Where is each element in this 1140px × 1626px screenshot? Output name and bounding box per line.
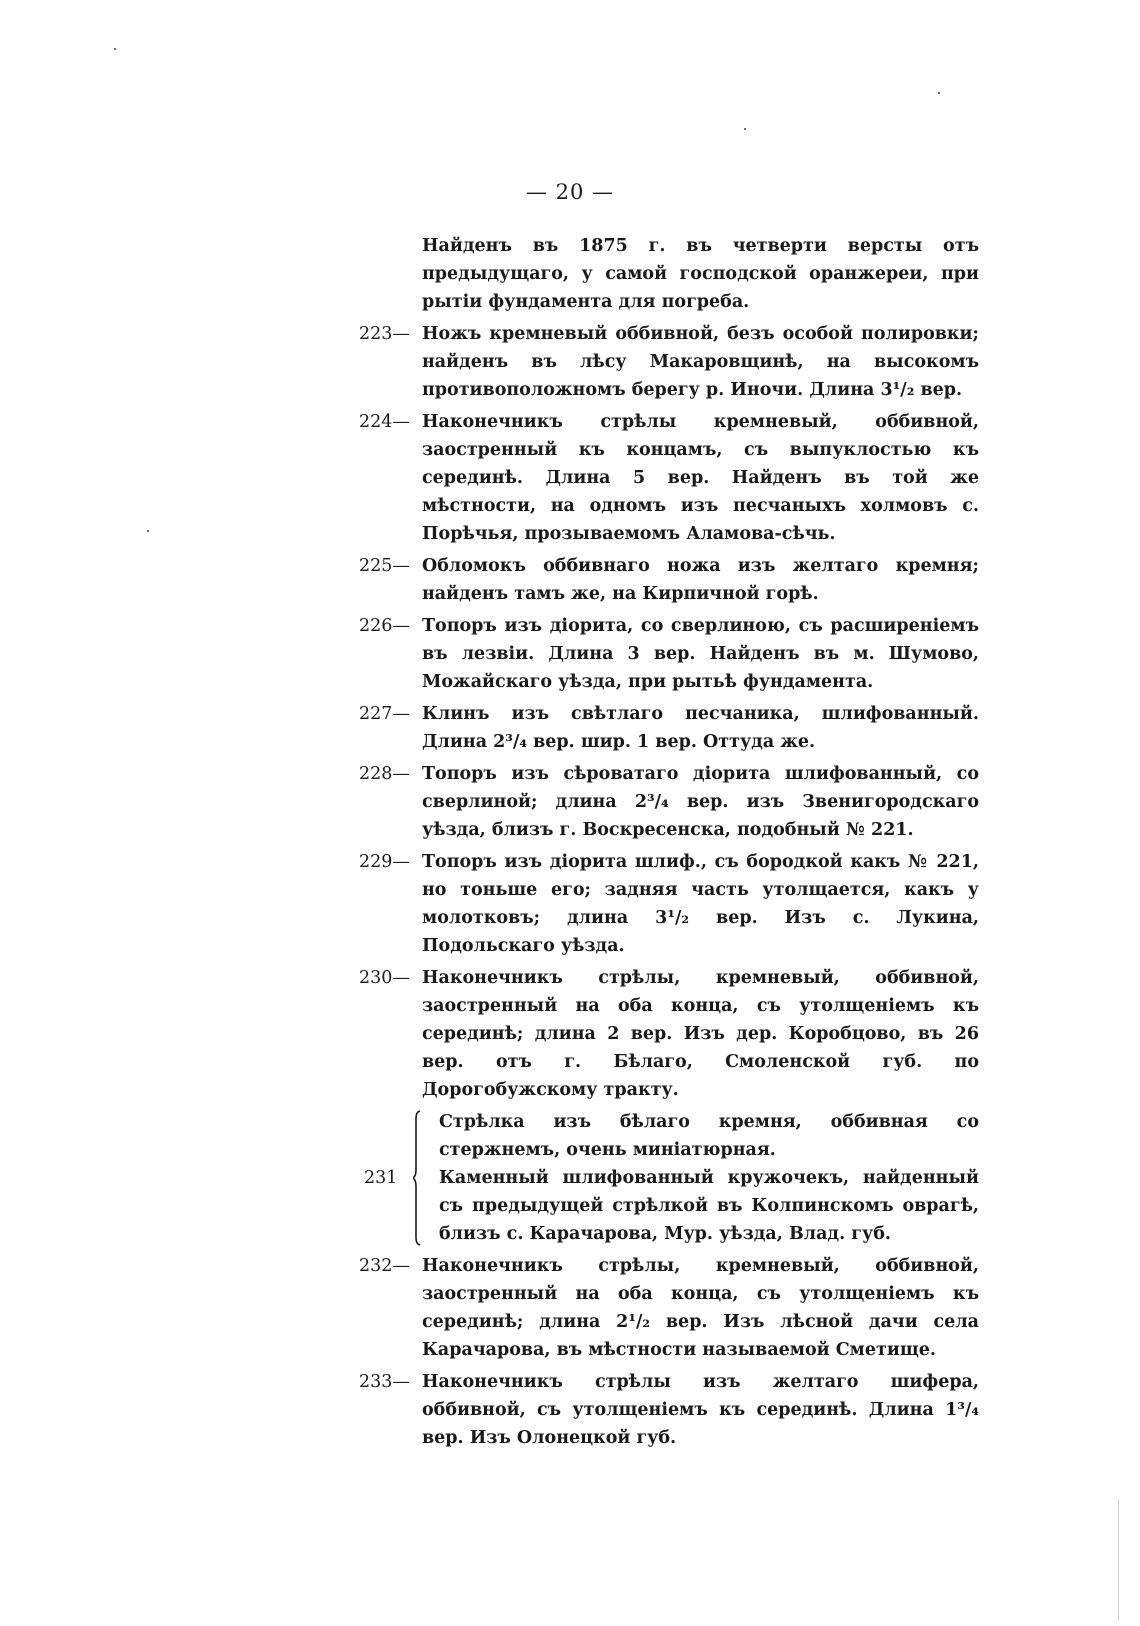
group-item: Стрѣлка изъ бѣлаго кремня, оббивная со стержнемъ, очень миніатюрная. bbox=[439, 1112, 979, 1160]
entry-text: Наконечникъ стрѣлы, кремневый, оббивной, заостренный на оба конца, съ утолщеніемъ къ серединѣ; длина 2¹/₂ вер. Изъ лѣсной дачи села Карачарова, въ мѣстности называемой Сметище. bbox=[422, 1256, 979, 1360]
entry-number: 229— bbox=[359, 852, 410, 872]
catalog-entry-226 bbox=[359, 612, 979, 696]
entry-text: Наконечникъ стрѣлы кремневый, оббивной, заостренный къ концамъ, съ выпуклостью къ серединѣ. Длина 5 вер. Найденъ въ той же мѣстности, на одномъ изъ песчаныхъ холмовъ с. Порѣчья, прозываемомъ Аламова-сѣчь. bbox=[422, 412, 979, 544]
scan-speck bbox=[147, 530, 149, 532]
catalog-entry-224 bbox=[359, 408, 979, 548]
entry-number: 230— bbox=[359, 968, 410, 988]
entry-text: Обломокъ оббивнаго ножа изъ желтаго кремня; найденъ тамъ же, на Кирпичной горѣ. bbox=[422, 556, 979, 604]
entry-text: Наконечникъ стрѣлы изъ желтаго шифера, оббивной, съ утолщеніемъ къ серединѣ. Длина 1³/₄ вер. Изъ Олонецкой губ. bbox=[422, 1372, 979, 1448]
entry-number: 232— bbox=[359, 1256, 410, 1276]
entry-number: 228— bbox=[359, 764, 410, 784]
entry-text: Топоръ изъ сѣроватаго діорита шлифованный, со сверлиной; длина 2³/₄ вер. изъ Звенигородскаго уѣзда, близъ г. Воскресенска, подобный № 221. bbox=[422, 764, 979, 840]
entry-number: 233— bbox=[359, 1372, 410, 1392]
page-number: — 20 — bbox=[525, 180, 615, 204]
catalog-entry-232 bbox=[359, 1252, 979, 1364]
entry-text: Топоръ изъ діорита, со сверлиною, съ расширеніемъ въ лезвіи. Длина 3 вер. Найденъ въ м. Шумово, Можайскаго уѣзда, при рытьѣ фундамента. bbox=[422, 616, 979, 692]
scan-speck bbox=[938, 92, 940, 94]
catalog-entry-231 bbox=[359, 1108, 979, 1248]
catalog-entry-227 bbox=[359, 700, 979, 756]
scan-speck bbox=[744, 128, 746, 130]
entry-text: Ножъ кремневый оббивной, безъ особой полировки; найденъ въ лѣсу Макаровщинѣ, на высокомъ противоположномъ берегу р. Иночи. Длина 3¹/₂ вер. bbox=[422, 324, 979, 400]
entry-number: 225— bbox=[359, 556, 410, 576]
catalog-entry-229 bbox=[359, 848, 979, 960]
catalog-entry-228 bbox=[359, 760, 979, 844]
catalog-entry-230 bbox=[359, 964, 979, 1104]
entry-text: Клинъ изъ свѣтлаго песчаника, шлифованный. Длина 2³/₄ вер. шир. 1 вер. Оттуда же. bbox=[422, 704, 979, 752]
scan-speck bbox=[114, 48, 116, 50]
intro-paragraph: Найденъ въ 1875 г. въ четверти версты отъ предыдущаго, у самой господской оранжереи, при рытіи фундамента для погреба. bbox=[422, 236, 979, 312]
entry-number: 224— bbox=[359, 412, 410, 432]
catalog-entry-225 bbox=[359, 552, 979, 608]
catalog-entry-233 bbox=[359, 1368, 979, 1452]
scan-edge bbox=[1118, 1500, 1119, 1620]
entry-text: Топоръ изъ діорита шлиф., съ бородкой какъ № 221, но тоньше его; задняя часть утолщается, какъ у молотковъ; длина 3¹/₂ вер. Изъ с. Лукина, Подольскаго уѣзда. bbox=[422, 852, 979, 956]
curly-brace-icon bbox=[413, 1110, 421, 1246]
catalog-entry-223 bbox=[359, 320, 979, 404]
entry-number: 231 bbox=[364, 1168, 398, 1188]
group-item: Каменный шлифованный кружочекъ, найденный съ предыдущей стрѣлкой въ Колпинскомъ оврагѣ, близъ с. Карачарова, Мур. уѣзда, Влад. губ. bbox=[439, 1168, 979, 1244]
page-body bbox=[359, 232, 979, 1452]
entry-number: 226— bbox=[359, 616, 410, 636]
entry-number: 223— bbox=[359, 324, 410, 344]
entry-text: Наконечникъ стрѣлы, кремневый, оббивной, заостренный на оба конца, съ утолщеніемъ къ серединѣ; длина 2 вер. Изъ дер. Коробцово, въ 26 вер. отъ г. Бѣлаго, Смоленской губ. по Дорогобужскому тракту. bbox=[422, 968, 979, 1100]
entry-number: 227— bbox=[359, 704, 410, 724]
